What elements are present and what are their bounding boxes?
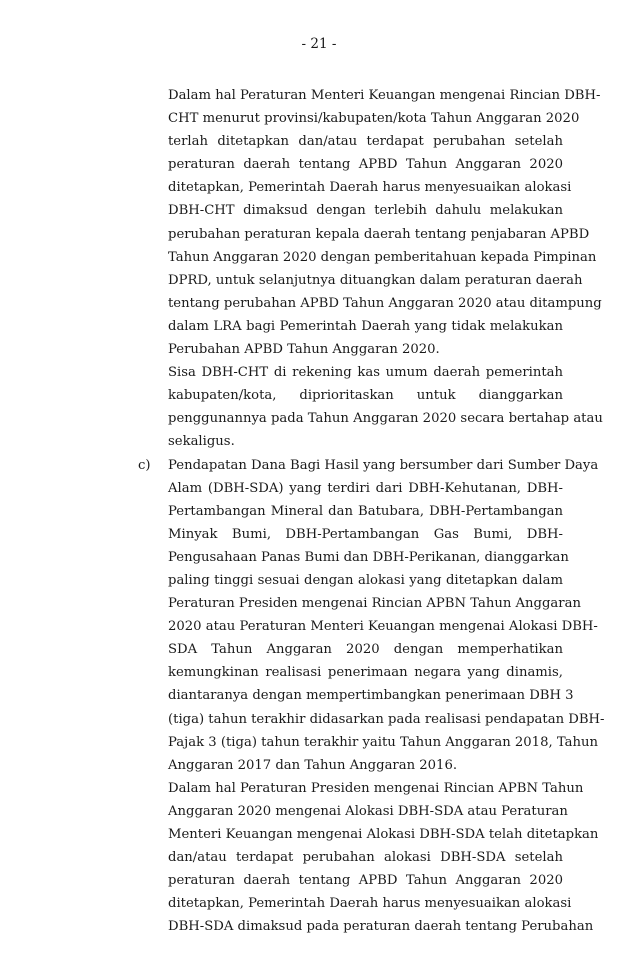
text-line: Dalam hal Peraturan Menteri Keuangan mengenai Rincian DBH- bbox=[168, 88, 601, 103]
text-line: Anggaran 2017 dan Tahun Anggaran 2016. bbox=[168, 757, 458, 773]
text-line: Tahun Anggaran 2020 dengan pemberitahuan kepada Pimpinan bbox=[168, 249, 597, 265]
text-line: perubahan peraturan kepala daerah tentang penjabaran APBD bbox=[168, 226, 590, 242]
text-line: DPRD, untuk selanjutnya dituangkan dalam peraturan daerah bbox=[168, 272, 583, 288]
text-line: Pendapatan Dana Bagi Hasil yang bersumber dari Sumber Daya bbox=[168, 457, 599, 473]
text-line: 2020 atau Peraturan Menteri Keuangan mengenai Alokasi DBH- bbox=[168, 619, 598, 635]
text-line: sekaligus. bbox=[168, 434, 235, 450]
text-line: kabupaten/kota, diprioritaskan untuk dianggarkan bbox=[168, 388, 563, 404]
text-line: Sisa DBH-CHT di rekening kas umum daerah pemerintah bbox=[168, 365, 563, 381]
text-line: Anggaran 2020 mengenai Alokasi DBH-SDA atau Peraturan bbox=[168, 803, 568, 819]
page-number: - 21 - bbox=[301, 36, 337, 52]
text-line: peraturan daerah tentang APBD Tahun Anggaran 2020 bbox=[168, 873, 563, 889]
text-line: Dalam hal Peraturan Presiden mengenai Rincian APBN Tahun bbox=[168, 780, 584, 796]
text-line: terlah ditetapkan dan/atau terdapat perubahan setelah bbox=[168, 134, 563, 150]
paragraph bbox=[168, 777, 599, 939]
text-line: dan/atau terdapat perubahan alokasi DBH-SDA setelah bbox=[168, 850, 563, 866]
text-line: Pajak 3 (tiga) tahun terakhir yaitu Tahun Anggaran 2018, Tahun bbox=[168, 734, 598, 750]
text-line: tentang perubahan APBD Tahun Anggaran 2020 atau ditampung bbox=[168, 295, 602, 311]
text-line: peraturan daerah tentang APBD Tahun Anggaran 2020 bbox=[168, 157, 563, 173]
text-line: SDA Tahun Anggaran 2020 dengan memperhatikan bbox=[168, 642, 563, 658]
text-line: diantaranya dengan mempertimbangkan penerimaan DBH 3 bbox=[168, 688, 574, 704]
text-line: paling tinggi sesuai dengan alokasi yang ditetapkan dalam bbox=[168, 572, 563, 588]
list-item bbox=[138, 454, 605, 777]
list-item-marker: c) bbox=[138, 457, 151, 473]
text-line: DBH-SDA dimaksud pada peraturan daerah tentang Perubahan bbox=[168, 919, 594, 935]
text-line: Perubahan APBD Tahun Anggaran 2020. bbox=[168, 342, 440, 358]
text-line: ditetapkan, Pemerintah Daerah harus menyesuaikan alokasi bbox=[168, 180, 572, 196]
text-line: kemungkinan realisasi penerimaan negara yang dinamis, bbox=[168, 665, 563, 681]
text-line: Pertambangan Mineral dan Batubara, DBH-Pertambangan bbox=[168, 503, 563, 519]
text-line: dalam LRA bagi Pemerintah Daerah yang tidak melakukan bbox=[168, 318, 563, 334]
text-line: Peraturan Presiden mengenai Rincian APBN Tahun Anggaran bbox=[168, 596, 581, 612]
text-line: ditetapkan, Pemerintah Daerah harus menyesuaikan alokasi bbox=[168, 896, 572, 912]
text-line: (tiga) tahun terakhir didasarkan pada realisasi pendapatan DBH- bbox=[168, 711, 605, 727]
paragraph bbox=[168, 361, 603, 453]
text-line: DBH-CHT dimaksud dengan terlebih dahulu melakukan bbox=[168, 203, 563, 219]
text-line: penggunannya pada Tahun Anggaran 2020 secara bertahap atau bbox=[168, 411, 603, 427]
text-line: Minyak Bumi, DBH-Pertambangan Gas Bumi, DBH- bbox=[168, 526, 563, 542]
text-line: Alam (DBH-SDA) yang terdiri dari DBH-Kehutanan, DBH- bbox=[168, 480, 563, 496]
text-line: Menteri Keuangan mengenai Alokasi DBH-SDA telah ditetapkan bbox=[168, 827, 599, 842]
paragraph bbox=[168, 84, 602, 361]
text-line: Pengusahaan Panas Bumi dan DBH-Perikanan, dianggarkan bbox=[168, 549, 569, 565]
text-line: CHT menurut provinsi/kabupaten/kota Tahun Anggaran 2020 bbox=[168, 111, 580, 127]
document-body bbox=[138, 84, 605, 938]
